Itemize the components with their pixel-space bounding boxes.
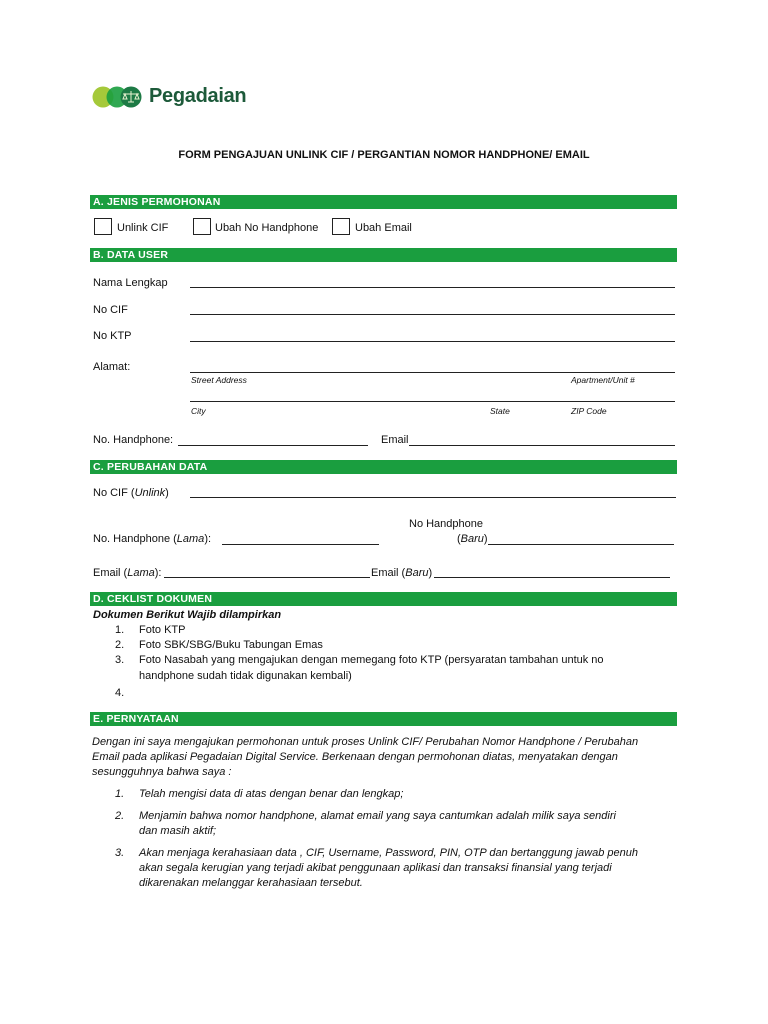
logo xyxy=(92,84,252,110)
page-title: FORM PENGAJUAN UNLINK CIF / PERGANTIAN NOMOR HANDPHONE/ EMAIL xyxy=(178,149,590,161)
dokumen-intro: Dokumen Berikut Wajib dilampirkan xyxy=(93,609,282,621)
hp-baru-top-label: No Handphone xyxy=(409,518,484,530)
email-label: Email xyxy=(381,434,409,446)
email-input[interactable] xyxy=(409,445,675,446)
pernyataan-item-3-line-3: dikarenakan melanggar kerahasiaan tersebut. xyxy=(139,877,363,889)
ktp-label: No KTP xyxy=(93,330,132,342)
section-a-title: A. JENIS PERMOHONAN xyxy=(93,196,221,208)
dokumen-item-3: Foto Nasabah yang mengajukan dengan memegang foto KTP (persyaratan tambahan untuk no xyxy=(139,654,604,666)
ubah-email-label: Ubah Email xyxy=(355,222,412,234)
cif-unlink-pre: No CIF ( xyxy=(93,487,135,499)
section-b-header xyxy=(90,248,677,262)
hp-lama-label xyxy=(93,532,211,546)
unlink-cif-checkbox[interactable] xyxy=(94,218,112,235)
pernyataan-item-2-line-1: Menjamin bahwa nomor handphone, alamat email yang saya cantumkan adalah milik saya sendiri xyxy=(139,810,616,822)
email-lama-post: ): xyxy=(154,567,162,579)
email-lama-label xyxy=(93,566,162,580)
ubah-handphone-checkbox[interactable] xyxy=(193,218,211,235)
hp-lama-italic: Lama xyxy=(176,533,205,545)
dokumen-num-2: 2. xyxy=(115,639,125,651)
section-b-title: B. DATA USER xyxy=(93,249,169,261)
hp-baru-label xyxy=(457,532,488,546)
dokumen-num-1: 1. xyxy=(115,624,125,636)
hp-baru-post: ) xyxy=(483,533,488,545)
hp-baru-italic: Baru xyxy=(460,533,484,545)
state-caption: State xyxy=(490,406,510,416)
email-baru-italic: Baru xyxy=(405,567,429,579)
section-e-title: E. PERNYATAAN xyxy=(93,713,179,725)
pernyataan-para-1: Dengan ini saya mengajukan permohonan untuk proses Unlink CIF/ Perubahan Nomor Handphone / Perubahan xyxy=(92,736,639,748)
pernyataan-item-3-line-1: Akan menjaga kerahasiaan data , CIF, Username, Password, PIN, OTP dan bertanggung jawab penuh xyxy=(139,847,638,859)
cif-unlink-label xyxy=(93,486,169,500)
hp-lama-post: ): xyxy=(204,533,212,545)
cif-unlink-post: ) xyxy=(165,487,169,499)
section-d-title: D. CEKLIST DOKUMEN xyxy=(93,593,213,605)
pernyataan-item-1: Telah mengisi data di atas dengan benar dan lengkap; xyxy=(139,788,404,800)
nama-label: Nama Lengkap xyxy=(93,277,168,289)
hp-lama-input[interactable] xyxy=(222,544,379,545)
email-baru-post: ) xyxy=(428,567,433,579)
handphone-input[interactable] xyxy=(178,445,368,446)
cif-unlink-input[interactable] xyxy=(190,497,676,498)
hp-baru-input[interactable] xyxy=(488,544,674,545)
alamat-label: Alamat: xyxy=(93,361,131,373)
apt-caption: Apartment/Unit # xyxy=(571,375,635,385)
handphone-label: No. Handphone: xyxy=(93,434,174,446)
pernyataan-num-3: 3. xyxy=(115,847,125,859)
ubah-email-checkbox[interactable] xyxy=(332,218,350,235)
dokumen-item-2: Foto SBK/SBG/Buku Tabungan Emas xyxy=(139,639,323,651)
email-baru-pre: Email ( xyxy=(371,567,406,579)
pernyataan-num-1: 1. xyxy=(115,788,125,800)
pernyataan-para-3: sesungguhnya bahwa saya : xyxy=(92,766,232,778)
dokumen-num-4: 4. xyxy=(115,687,125,699)
pernyataan-item-2-line-2: dan masih aktif; xyxy=(139,825,217,837)
email-baru-label xyxy=(371,566,432,580)
email-lama-italic: Lama xyxy=(127,567,155,579)
cif-input[interactable] xyxy=(190,314,675,315)
unlink-cif-label: Unlink CIF xyxy=(117,222,169,234)
email-lama-input[interactable] xyxy=(164,577,370,578)
email-baru-input[interactable] xyxy=(434,577,670,578)
logo-text: Pegadaian xyxy=(149,85,247,107)
street-caption: Street Address xyxy=(191,375,247,385)
dokumen-item-3-cont: handphone sudah tidak digunakan kembali) xyxy=(139,670,352,682)
ktp-input[interactable] xyxy=(190,341,675,342)
section-e-header xyxy=(90,712,677,726)
zip-caption: ZIP Code xyxy=(571,406,607,416)
hp-lama-pre: No. Handphone ( xyxy=(93,533,177,545)
email-lama-pre: Email ( xyxy=(93,567,128,579)
city-input[interactable] xyxy=(190,401,675,402)
dokumen-item-1: Foto KTP xyxy=(139,624,186,636)
dokumen-num-3: 3. xyxy=(115,654,125,666)
section-a-header xyxy=(90,195,677,209)
section-c-header xyxy=(90,460,677,474)
city-caption: City xyxy=(191,406,206,416)
pernyataan-num-2: 2. xyxy=(115,810,125,822)
section-c-title: C. PERUBAHAN DATA xyxy=(93,461,208,473)
logo-mark-icon xyxy=(92,84,146,110)
pernyataan-para-2: Email pada aplikasi Pegadaian Digital Service. Berkenaan dengan permohonan diatas, menyatakan dengan xyxy=(92,751,618,763)
pernyataan-item-3-line-2: akan segala kerugian yang terjadi akibat penggunaan aplikasi dan transaksi finansial yang terjadi xyxy=(139,862,612,874)
cif-unlink-italic: Unlink xyxy=(134,487,166,499)
hp-baru-pre: ( xyxy=(457,533,461,545)
cif-label: No CIF xyxy=(93,304,128,316)
section-d-header xyxy=(90,592,677,606)
street-input[interactable] xyxy=(190,372,675,373)
nama-input[interactable] xyxy=(190,287,675,288)
ubah-handphone-label: Ubah No Handphone xyxy=(215,222,319,234)
